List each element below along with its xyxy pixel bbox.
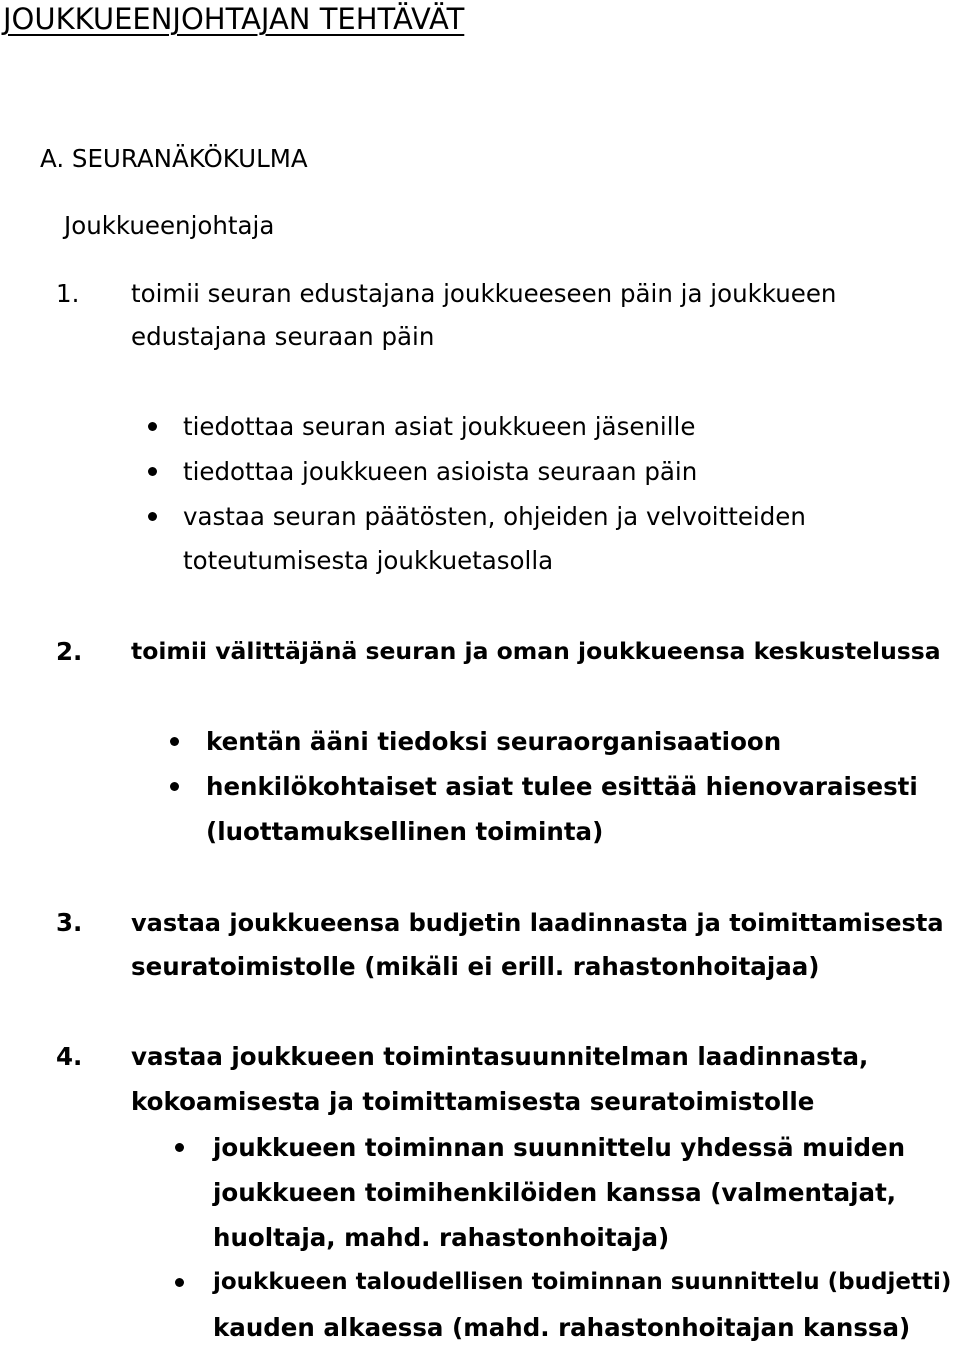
bullet-icon [148, 467, 157, 476]
item-number: 4. [56, 1042, 83, 1071]
bullet-text-line: (luottamuksellinen toiminta) [206, 817, 604, 846]
bullet-icon [175, 1143, 184, 1152]
bullet-text-line: kentän ääni tiedoksi seuraorganisaatioon [206, 727, 782, 756]
bullet-text-line: tiedottaa joukkueen asioista seuraan päin [183, 457, 698, 486]
item-text-line: edustajana seuraan päin [131, 322, 435, 351]
bullet-icon [170, 782, 179, 791]
item-number: 3. [56, 908, 83, 937]
section-heading: A. SEURANÄKÖKULMA [40, 144, 308, 173]
page-title: JOUKKUEENJOHTAJAN TEHTÄVÄT [3, 2, 465, 36]
bullet-icon [148, 512, 157, 521]
item-text-line: toimii seuran edustajana joukkueeseen päin ja joukkueen [131, 279, 837, 308]
item-number: 1. [56, 279, 80, 308]
bullet-icon [170, 737, 179, 746]
bullet-text-line: joukkueen toimihenkilöiden kanssa (valmentajat, [213, 1178, 897, 1207]
item-text-line: kokoamisesta ja toimittamisesta seuratoimistolle [131, 1087, 815, 1116]
bullet-icon [148, 422, 157, 431]
bullet-text-line: joukkueen toiminnan suunnittelu yhdessä muiden [213, 1133, 906, 1162]
item-number: 2. [56, 637, 83, 666]
bullet-icon [175, 1278, 184, 1287]
item-text-line: toimii välittäjänä seuran ja oman joukkueensa keskustelussa [131, 637, 941, 665]
bullet-text-line: joukkueen taloudellisen toiminnan suunnittelu (budjetti) [213, 1269, 952, 1295]
bullet-text-line: tiedottaa seuran asiat joukkueen jäsenille [183, 412, 696, 441]
section-subheading: Joukkueenjohtaja [64, 211, 275, 240]
bullet-text-line: huoltaja, mahd. rahastonhoitaja) [213, 1223, 670, 1252]
item-text-line: vastaa joukkueensa budjetin laadinnasta ja toimittamisesta [131, 909, 944, 937]
bullet-text-line: kauden alkaessa (mahd. rahastonhoitajan kanssa) [213, 1313, 911, 1342]
bullet-text-line: vastaa seuran päätösten, ohjeiden ja velvoitteiden [183, 502, 806, 531]
item-text-line: vastaa joukkueen toimintasuunnitelman laadinnasta, [131, 1042, 869, 1071]
bullet-text-line: henkilökohtaiset asiat tulee esittää hienovaraisesti [206, 772, 918, 801]
bullet-text-line: toteutumisesta joukkuetasolla [183, 546, 554, 575]
item-text-line: seuratoimistolle (mikäli ei erill. rahastonhoitajaa) [131, 952, 820, 981]
